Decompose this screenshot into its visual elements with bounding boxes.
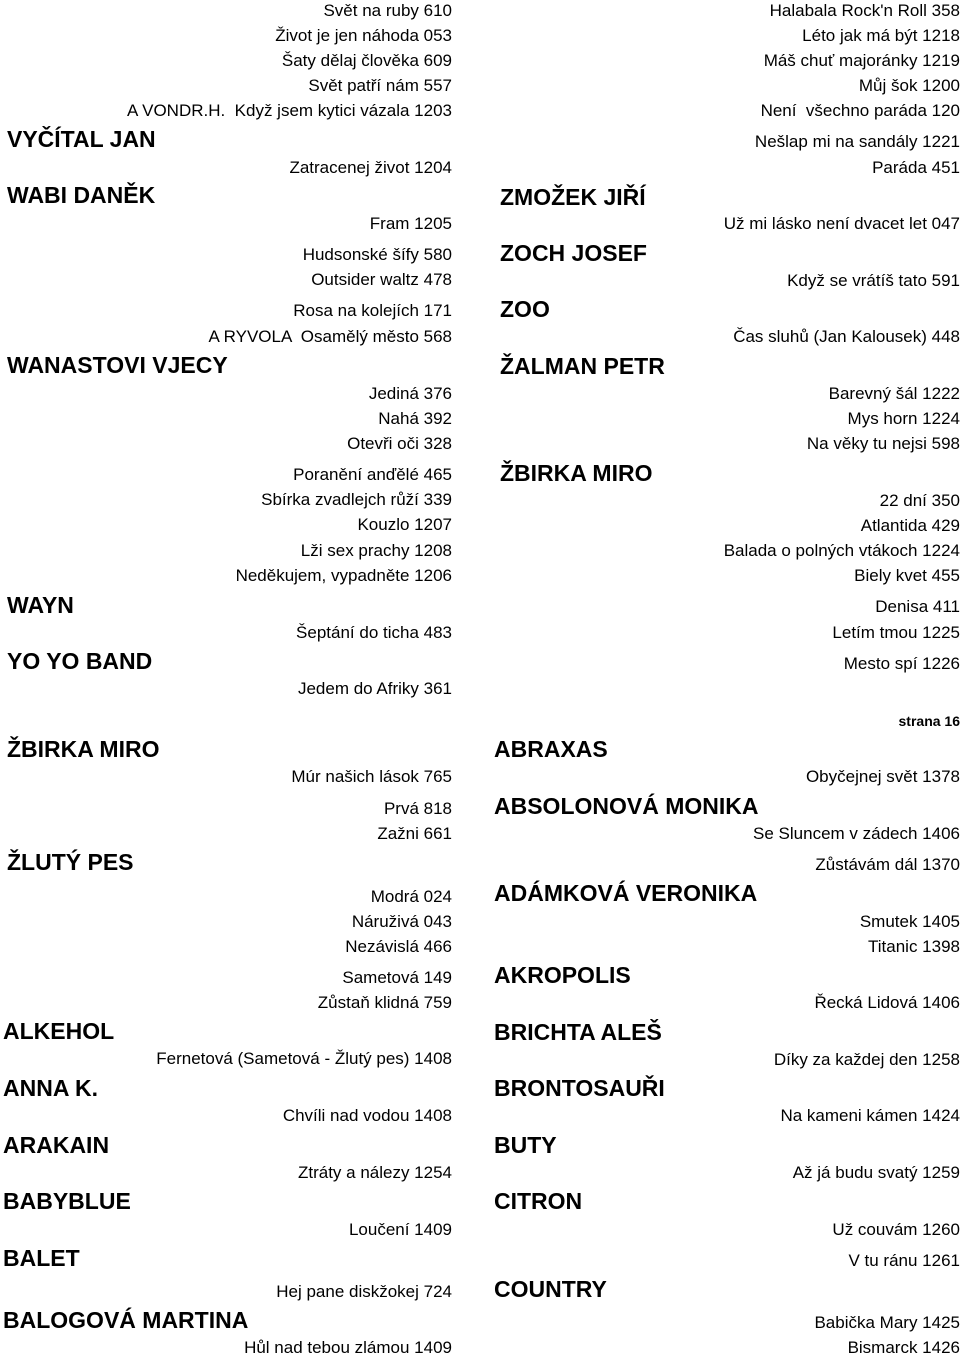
song-entry: Zažni 661 bbox=[377, 824, 452, 843]
artist-heading: ŽLUTÝ PES bbox=[7, 849, 134, 875]
song-entry: Balada o polných vtákoch 1224 bbox=[723, 541, 960, 560]
artist-heading: ZMOŽEK JIŘÍ bbox=[500, 184, 646, 210]
song-entry: Otevři oči 328 bbox=[347, 434, 452, 453]
song-entry: Hudsonské šífy 580 bbox=[302, 245, 452, 264]
artist-heading: BALOGOVÁ MARTINA bbox=[3, 1307, 249, 1333]
song-entry: Sbírka zvadlejch růží 339 bbox=[261, 490, 452, 509]
artist-heading: ZOCH JOSEF bbox=[500, 240, 647, 266]
artist-heading: ADÁMKOVÁ VERONIKA bbox=[494, 880, 758, 906]
song-entry: Zatracenej život 1204 bbox=[289, 158, 452, 177]
song-entry: Mys horn 1224 bbox=[847, 409, 960, 428]
artist-heading: WANASTOVI VJECY bbox=[7, 352, 228, 378]
song-entry: Jediná 376 bbox=[368, 384, 452, 403]
song-entry: Se Sluncem v zádech 1406 bbox=[753, 824, 960, 843]
song-entry: Barevný šál 1222 bbox=[828, 384, 960, 403]
artist-heading: BUTY bbox=[494, 1132, 557, 1158]
song-entry: Čas sluhů (Jan Kalousek) 448 bbox=[733, 327, 960, 346]
song-entry: A VONDR.H. Když jsem kytici vázala 1203 bbox=[126, 101, 452, 120]
song-entry: Léto jak má být 1218 bbox=[802, 26, 960, 45]
song-entry: Smutek 1405 bbox=[859, 912, 960, 931]
artist-heading: AKROPOLIS bbox=[494, 962, 631, 988]
song-entry: Už couvám 1260 bbox=[832, 1220, 960, 1239]
song-entry: Neděkujem, vypadněte 1206 bbox=[235, 566, 452, 585]
song-entry: Lži sex prachy 1208 bbox=[300, 541, 452, 560]
song-entry: Rosa na kolejích 171 bbox=[293, 301, 452, 320]
song-entry: Až já budu svatý 1259 bbox=[792, 1163, 960, 1182]
song-entry: Svět na ruby 610 bbox=[323, 1, 452, 20]
song-entry: Nezávislá 466 bbox=[345, 937, 452, 956]
song-entry: Hůl nad tebou zlámou 1409 bbox=[244, 1338, 452, 1357]
artist-heading: ANNA K. bbox=[3, 1075, 98, 1101]
artist-heading: ABSOLONOVÁ MONIKA bbox=[494, 793, 759, 819]
artist-heading: ŽALMAN PETR bbox=[500, 353, 665, 379]
song-entry: Paráda 451 bbox=[872, 158, 960, 177]
song-entry: Biely kvet 455 bbox=[854, 566, 960, 585]
song-entry: 22 dní 350 bbox=[879, 491, 960, 510]
page-number: strana 16 bbox=[898, 713, 960, 729]
song-entry: Máš chuť majoránky 1219 bbox=[763, 51, 960, 70]
song-entry: Když se vrátíš tato 591 bbox=[787, 271, 960, 290]
song-entry: Prvá 818 bbox=[383, 799, 452, 818]
artist-heading: YO YO BAND bbox=[7, 648, 153, 674]
song-entry: Šeptání do ticha 483 bbox=[296, 623, 452, 642]
song-entry: Nešlap mi na sandály 1221 bbox=[754, 132, 960, 151]
song-entry: V tu ránu 1261 bbox=[848, 1251, 960, 1270]
song-entry: Fram 1205 bbox=[369, 214, 452, 233]
song-entry: Atlantida 429 bbox=[860, 516, 960, 535]
song-entry: Letím tmou 1225 bbox=[832, 623, 960, 642]
song-entry: Náruživá 043 bbox=[351, 912, 452, 931]
song-entry: Šaty dělaj člověka 609 bbox=[281, 51, 452, 70]
artist-heading: BRONTOSAUŘI bbox=[494, 1075, 665, 1101]
artist-heading: BALET bbox=[3, 1245, 80, 1271]
song-entry: Jedem do Afriky 361 bbox=[297, 679, 452, 698]
song-entry: Už mi lásko není dvacet let 047 bbox=[723, 214, 960, 233]
song-entry: Denisa 411 bbox=[875, 597, 960, 616]
artist-heading: WABI DANĚK bbox=[7, 182, 156, 208]
song-entry: Ztráty a nálezy 1254 bbox=[297, 1163, 452, 1182]
song-entry: Díky za každej den 1258 bbox=[773, 1050, 960, 1069]
artist-heading: COUNTRY bbox=[494, 1276, 607, 1302]
song-entry: Modrá 024 bbox=[370, 887, 452, 906]
song-entry: Zůstaň klidná 759 bbox=[317, 993, 452, 1012]
song-entry: Halabala Rock'n Roll 358 bbox=[769, 1, 960, 20]
artist-heading: ALKEHOL bbox=[3, 1018, 115, 1044]
artist-heading: ABRAXAS bbox=[494, 736, 608, 762]
song-entry: Na věky tu nejsi 598 bbox=[806, 434, 960, 453]
song-entry: Múr našich lások 765 bbox=[291, 767, 452, 786]
song-entry: Loučení 1409 bbox=[348, 1220, 452, 1239]
song-entry: Život je jen náhoda 053 bbox=[275, 26, 452, 45]
song-entry: Nahá 392 bbox=[378, 409, 452, 428]
song-entry: Sametová 149 bbox=[342, 968, 452, 987]
song-entry: Svět patří nám 557 bbox=[308, 76, 452, 95]
artist-heading: ŽBIRKA MIRO bbox=[7, 736, 160, 762]
song-entry: Bismarck 1426 bbox=[847, 1338, 960, 1357]
artist-heading: ARAKAIN bbox=[3, 1132, 110, 1158]
song-entry: A RYVOLA Osamělý město 568 bbox=[208, 327, 452, 346]
song-entry: Můj šok 1200 bbox=[858, 76, 960, 95]
artist-heading: ŽBIRKA MIRO bbox=[500, 460, 653, 486]
song-entry: Fernetová (Sametová - Žlutý pes) 1408 bbox=[156, 1049, 452, 1068]
artist-heading: VYČÍTAL JAN bbox=[7, 126, 156, 152]
song-entry: Mesto spí 1226 bbox=[843, 654, 960, 673]
artist-heading: CITRON bbox=[494, 1188, 583, 1214]
artist-heading: WAYN bbox=[7, 592, 74, 618]
song-entry: Poranění anďělé 465 bbox=[293, 465, 452, 484]
song-entry: Kouzlo 1207 bbox=[357, 515, 452, 534]
song-entry: Obyčejnej svět 1378 bbox=[805, 767, 960, 786]
artist-heading: ZOO bbox=[500, 296, 550, 322]
song-entry: Není všechno paráda 120 bbox=[760, 101, 960, 120]
song-entry: Babička Mary 1425 bbox=[814, 1313, 960, 1332]
song-entry: Řecká Lidová 1406 bbox=[814, 993, 960, 1012]
song-entry: Outsider waltz 478 bbox=[311, 270, 452, 289]
song-entry: Zůstávám dál 1370 bbox=[815, 855, 960, 874]
song-entry: Na kameni kámen 1424 bbox=[780, 1106, 960, 1125]
song-entry: Chvíli nad vodou 1408 bbox=[282, 1106, 452, 1125]
song-entry: Hej pane diskžokej 724 bbox=[276, 1282, 452, 1301]
song-entry: Titanic 1398 bbox=[868, 937, 960, 956]
artist-heading: BABYBLUE bbox=[3, 1188, 131, 1214]
artist-heading: BRICHTA ALEŠ bbox=[494, 1019, 662, 1045]
